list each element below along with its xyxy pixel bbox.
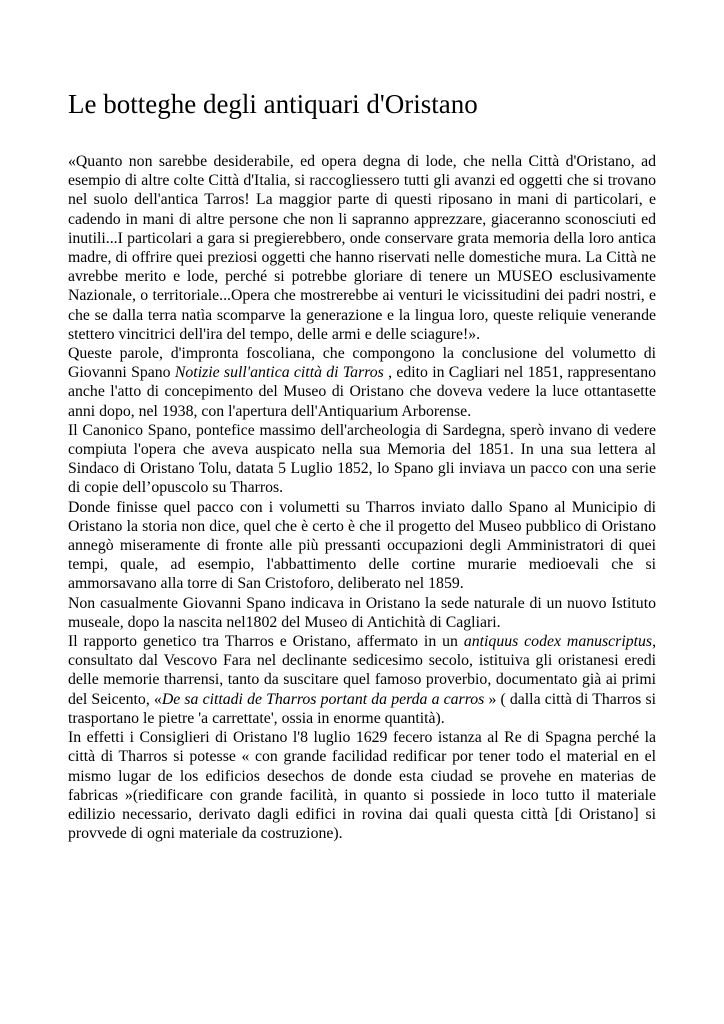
paragraph bbox=[68, 594, 656, 632]
text-run: Il rapporto genetico tra Tharros e Oristano, affermato in un bbox=[68, 633, 464, 651]
text-run: » ( dalla città di Tharros si trasportano le pietre 'a carrettate', ossia in enorme quantità). bbox=[68, 690, 656, 727]
paragraph bbox=[68, 498, 656, 594]
paragraph bbox=[68, 152, 656, 344]
text-run: Queste parole, d'impronta foscoliana, che compongono la conclusione del volumetto di Giovanni Spano bbox=[68, 345, 656, 382]
italic-text-run: Notizie sull'antica città di Tarros bbox=[174, 364, 384, 382]
paragraph bbox=[68, 728, 656, 843]
document-body bbox=[68, 152, 656, 843]
text-run: «Quanto non sarebbe desiderabile, ed opera degna di lode, che nella Città d'Oristano, ad esempio di altre colte Città d'Italia, si raccogliessero tutti gli avanzi ed oggetti che si trovano nel suolo dell'antica Tarros! La maggior parte di questi riposano in mani di particolari, e cadendo in mani di altre persone che non li sapranno apprezzare, giaceranno sconosciuti ed inutili...I particolari a gara si pregierebbero, onde conservare grata memoria della loro antica madre, di offrire quei preziosi oggetti che hanno riservati nelle domestiche mura. La Città ne avrebbe merito e lode, perché si potrebbe gloriare di tenere un MUSEO esclusivamente Nazionale, o territoriale...Opera che mostrerebbe ai venturi le vicissitudini dei padri nostri, e che se dalla terra natìa scomparve la generazione e la lingua loro, queste reliquie venerande stettero vincitrici dell'ira del tempo, delle armi e delle sciagure!». bbox=[68, 153, 656, 343]
text-run: , edito in Cagliari nel 1851, rappresentano anche l'atto di concepimento del Museo di Oristano che doveva vedere la luce ottantasette anni dopo, nel 1938, con l'apertura dell'Antiquarium Arborense. bbox=[68, 364, 656, 420]
text-run: Il Canonico Spano, pontefice massimo dell'archeologia di Sardegna, sperò invano di vedere compiuta l'opera che aveva auspicato nella sua Memoria del 1851. In una sua lettera al Sindaco di Oristano Tolu, datata 5 Luglio 1852, lo Spano gli inviava un pacco con una serie di copie dell’opuscolo su Tharros. bbox=[68, 421, 656, 497]
paragraph bbox=[68, 344, 656, 421]
document-title: Le botteghe degli antiquari d'Oristano bbox=[68, 89, 478, 119]
text-run: Donde finisse quel pacco con i volumetti su Tharros inviato dallo Spano al Municipio di Oristano la storia non dice, quel che è certo è che il progetto del Museo pubblico di Oristano annegò miseramente di fronte alle più pressanti occupazioni degli Amministratori di quei tempi, quale, ad esempio, l'abbattimento delle cortine murarie medioevali che si ammorsavano alla torre di San Cristoforo, deliberato nel 1859. bbox=[68, 498, 656, 593]
italic-text-run: antiquus codex manuscriptus bbox=[463, 633, 653, 651]
paragraph bbox=[68, 632, 656, 728]
text-run: Non casualmente Giovanni Spano indicava in Oristano la sede naturale di un nuovo Istituto museale, dopo la nascita nel1802 del Museo di Antichità di Cagliari. bbox=[68, 594, 656, 631]
text-run: , consultato dal Vescovo Fara nel declinante sedicesimo secolo, istituiva gli oristanesi eredi delle memorie tharrensi, tanto da suscitare quel famoso proverbio, documentato già ai primi del Seicento, « bbox=[68, 633, 657, 708]
text-run: In effetti i Consiglieri di Oristano l'8 luglio 1629 fecero istanza al Re di Spagna perché la città di Tharros si potesse « con grande facilidad redificar por tener todo el material en el mismo lugar de los edificios desechos de donde esta ciudad se provehe en materias de fabricas »(riedificare con grande facilità, in quanto si possiede in loco tutto il materiale edilizio necessario, derivato dagli edifici in rovina dai quali questa città [di Oristano] si provvede di ogni materiale da costruzione). bbox=[68, 729, 656, 843]
italic-text-run: De sa cittadi de Tharros portant da perda a carros bbox=[161, 690, 485, 708]
paragraph bbox=[68, 421, 656, 498]
